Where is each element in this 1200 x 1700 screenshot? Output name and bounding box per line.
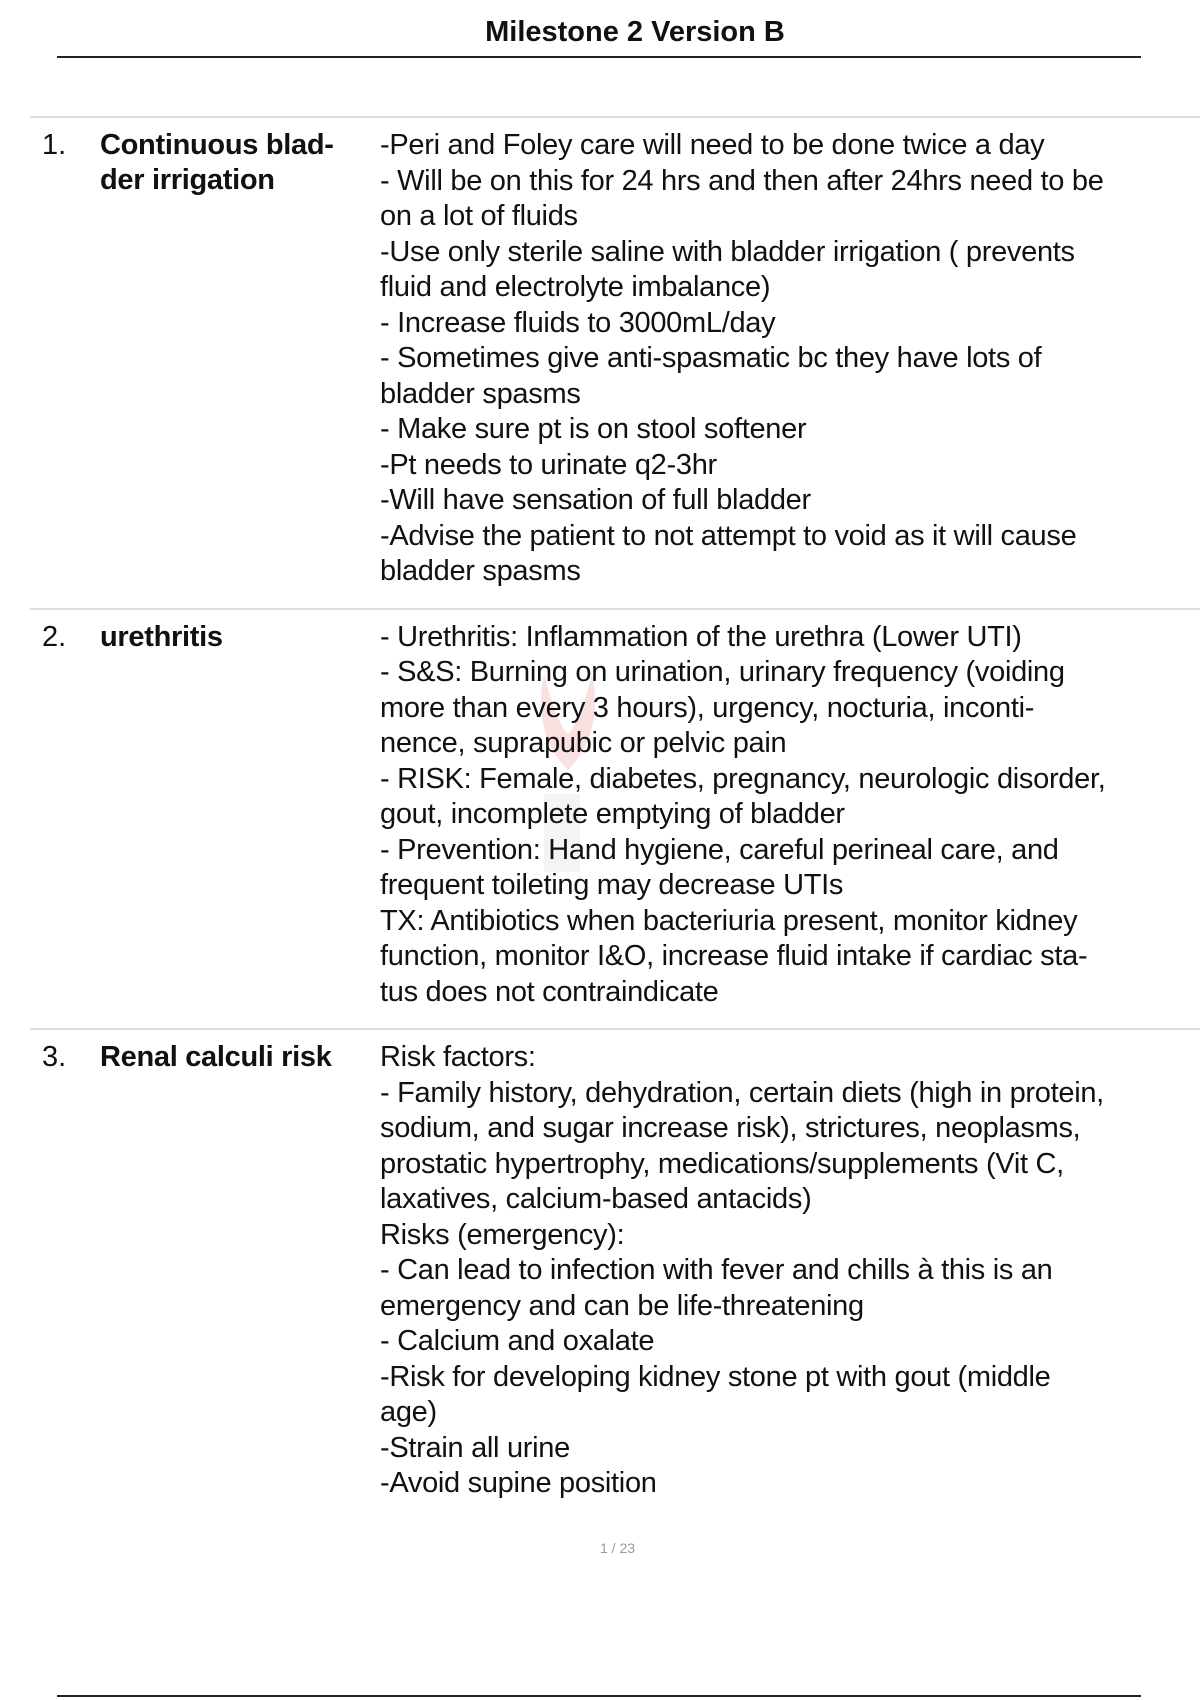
list-item [30,608,1200,1029]
note-line: - Sometimes give anti-spasmatic bc they have lots of [380,342,1042,374]
note-line: Risk factors: [380,1041,536,1073]
note-line: - RISK: Female, diabetes, pregnancy, neurologic disorder, [380,762,1106,795]
note-line: nence, suprapubic or pelvic pain [380,727,787,759]
note-line: gout, incomplete emptying of bladder [380,798,845,830]
term-line: der irrigation [100,164,275,196]
note-line: on a lot of fluids [380,200,578,232]
term-line: urethritis [100,620,223,653]
note-line: -Will have sensation of full bladder [380,484,811,516]
note-line: Risks (emergency): [380,1218,625,1251]
item-notes [380,1040,1200,1502]
note-line: bladder spasms [380,555,581,587]
term-list [30,116,1200,1520]
term-line: Renal calculi risk [100,1041,332,1073]
note-line: - Prevention: Hand hygiene, careful perineal care, and [380,833,1059,866]
item-notes [380,128,1200,590]
item-notes [380,620,1200,1011]
note-line: laxatives, calcium-based antacids) [380,1183,812,1215]
note-line: function, monitor I&O, increase fluid intake if cardiac sta- [380,940,1088,972]
item-term [100,1040,380,1502]
note-line: - Will be on this for 24 hrs and then after 24hrs need to be [380,164,1104,197]
note-line: sodium, and sugar increase risk), strictures, neoplasms, [380,1112,1081,1144]
note-line: frequent toileting may decrease UTIs [380,869,844,901]
item-term [100,128,380,590]
note-line: more than every 3 hours), urgency, nocturia, inconti- [380,691,1035,724]
note-line: - Family history, dehydration, certain diets (high in protein, [380,1076,1104,1109]
note-line: prostatic hypertrophy, medications/supplements (Vit C, [380,1147,1064,1180]
item-number: 3. [42,1041,67,1073]
note-line: emergency and can be life-threatening [380,1289,864,1322]
note-line: - Calcium and oxalate [380,1325,655,1357]
term-line: Continuous blad- [100,129,334,161]
list-item [30,116,1200,608]
note-line: - Can lead to infection with fever and chills à this is an [380,1254,1053,1286]
title-divider [57,56,1141,58]
note-line: -Advise the patient to not attempt to void as it will cause [380,519,1077,552]
note-line: fluid and electrolyte imbalance) [380,271,771,303]
item-number: 1. [42,129,67,161]
note-line: -Risk for developing kidney stone pt with gout (middle [380,1360,1051,1393]
note-line: - Increase fluids to 3000mL/day [380,306,776,339]
note-line: - S&S: Burning on urination, urinary frequency (voiding [380,656,1065,688]
list-item [30,1028,1200,1520]
note-line: -Use only sterile saline with bladder irrigation ( prevents [380,235,1075,268]
note-line: - Urethritis: Inflammation of the urethra (Lower UTI) [380,620,1022,653]
page-number: 1 / 23 [599,1540,636,1556]
note-line: -Peri and Foley care will need to be done twice a day [380,129,1045,161]
note-line: -Strain all urine [380,1431,570,1464]
note-line: TX: Antibiotics when bacteriuria present, monitor kidney [380,904,1078,937]
note-line: bladder spasms [380,377,581,410]
note-line: - Make sure pt is on stool softener [380,413,807,445]
page-title: Milestone 2 Version B [485,16,785,48]
footer-divider [57,1695,1141,1697]
item-term [100,620,380,1011]
item-number: 2. [42,620,67,653]
note-line: -Pt needs to urinate q2-3hr [380,448,717,481]
note-line: -Avoid supine position [380,1467,657,1499]
note-line: age) [380,1396,437,1428]
note-line: tus does not contraindicate [380,975,719,1008]
